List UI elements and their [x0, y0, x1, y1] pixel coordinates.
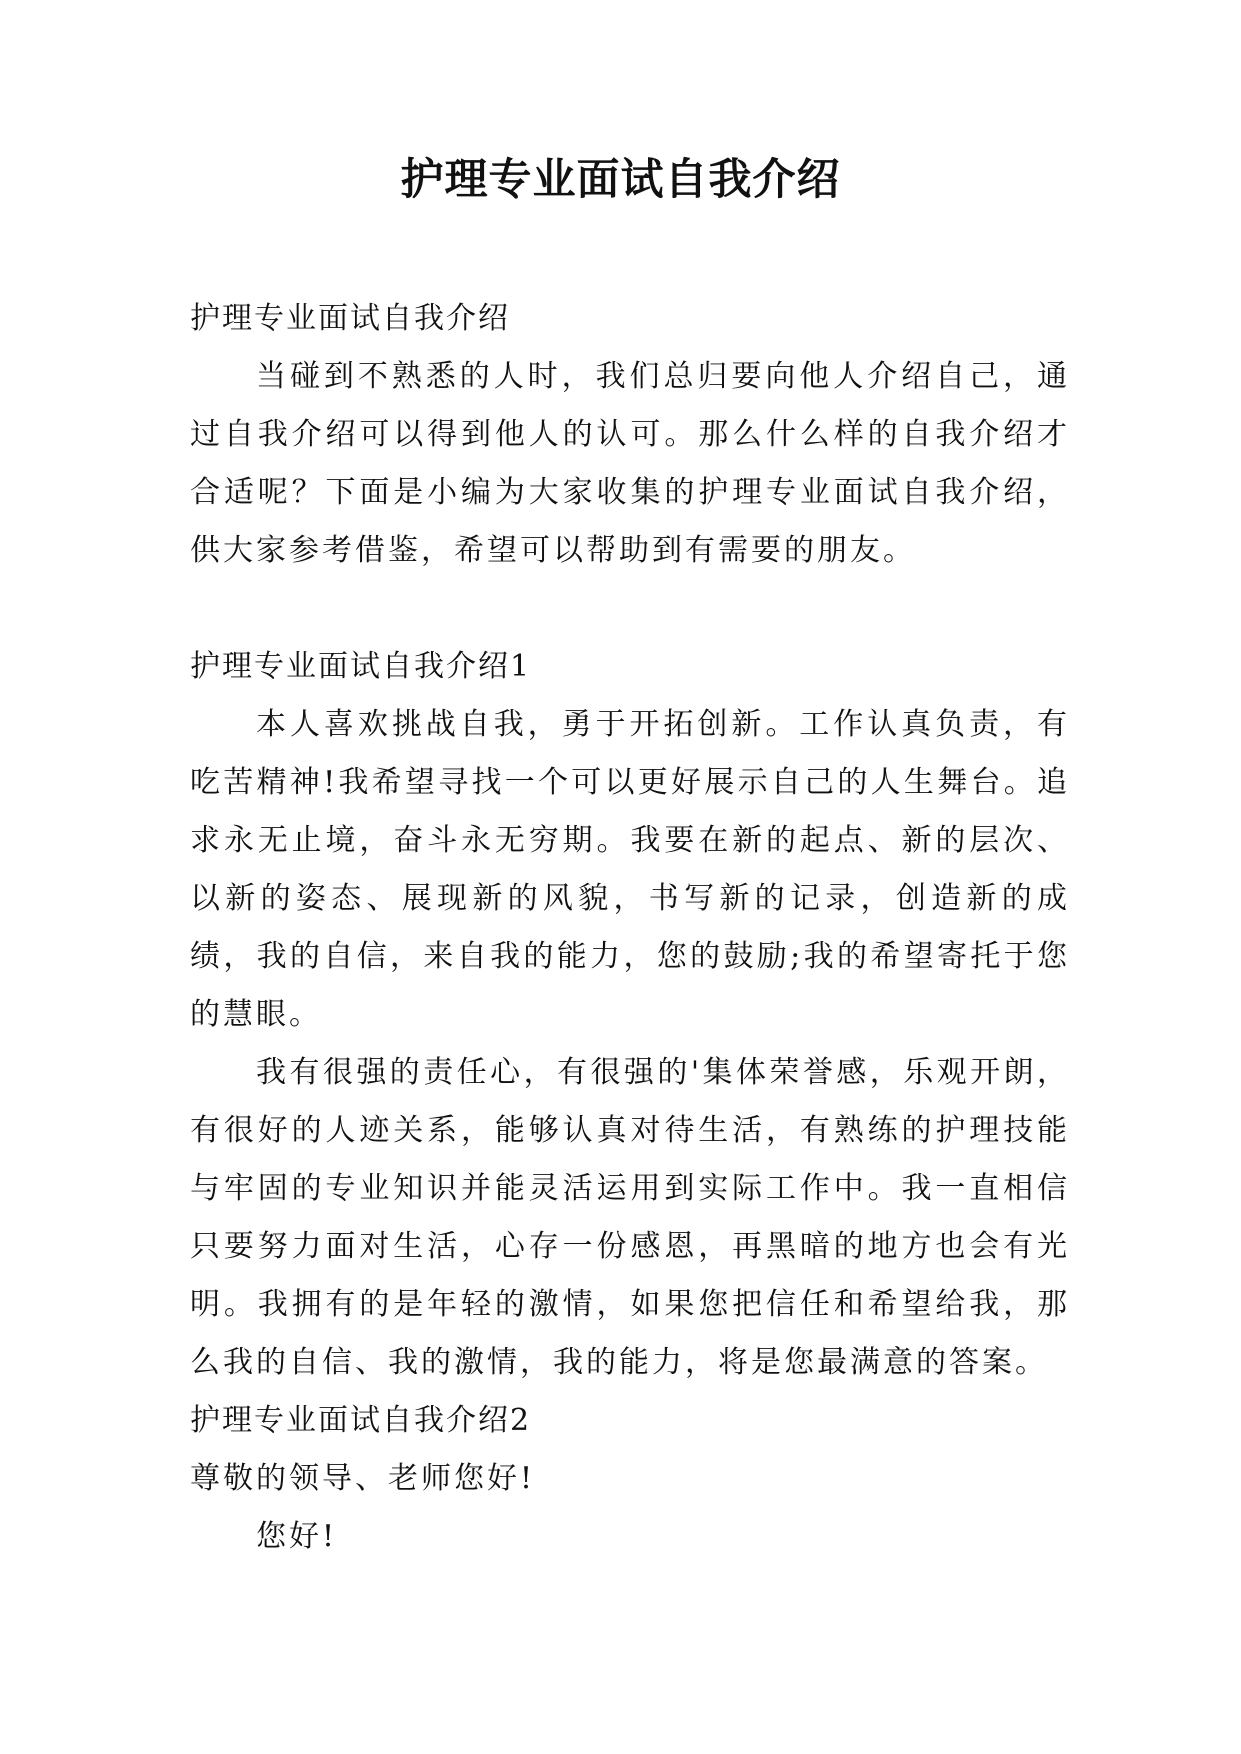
section-1-paragraph-1: 本人喜欢挑战自我，勇于开拓创新。工作认真负责，有吃苦精神!我希望寻找一个可以更好展示自己的人生舞台。追求永无止境，奋斗永无穷期。我要在新的起点、新的层次、以新的姿态、展现新的风貌，书写新的记录，创造新的成绩，我的自信，来自我的能力，您的鼓励;我的希望寄托于您的慧眼。 — [190, 707, 1070, 1032]
document-body — [190, 290, 1070, 1566]
section-2-heading: 护理专业面试自我介绍2 — [190, 1403, 532, 1438]
section-1-paragraph-2: 我有很强的责任心，有很强的'集体荣誉感，乐观开朗，有很好的人迹关系，能够认真对待生活，有熟练的护理技能与牢固的专业知识并能灵活运用到实际工作中。我一直相信只要努力面对生活，心存一份感恩，再黑暗的地方也会有光明。我拥有的是年轻的激情，如果您把信任和希望给我，那么我的自信、我的激情，我的能力，将是您最满意的答案。 — [190, 1055, 1070, 1380]
intro-paragraph: 当碰到不熟悉的人时，我们总归要向他人介绍自己，通过自我介绍可以得到他人的认可。那么什么样的自我介绍才合适呢？下面是小编为大家收集的护理专业面试自我介绍，供大家参考借鉴，希望可以帮助到有需要的朋友。 — [190, 359, 1070, 568]
section-2-greeting: 您好! — [256, 1519, 338, 1554]
section-1-heading: 护理专业面试自我介绍1 — [190, 649, 532, 684]
document-title: 护理专业面试自我介绍 — [400, 155, 841, 205]
paragraph-gap — [190, 580, 1070, 638]
intro-heading: 护理专业面试自我介绍 — [190, 301, 510, 336]
section-2-salutation: 尊敬的领导、老师您好! — [190, 1461, 536, 1496]
